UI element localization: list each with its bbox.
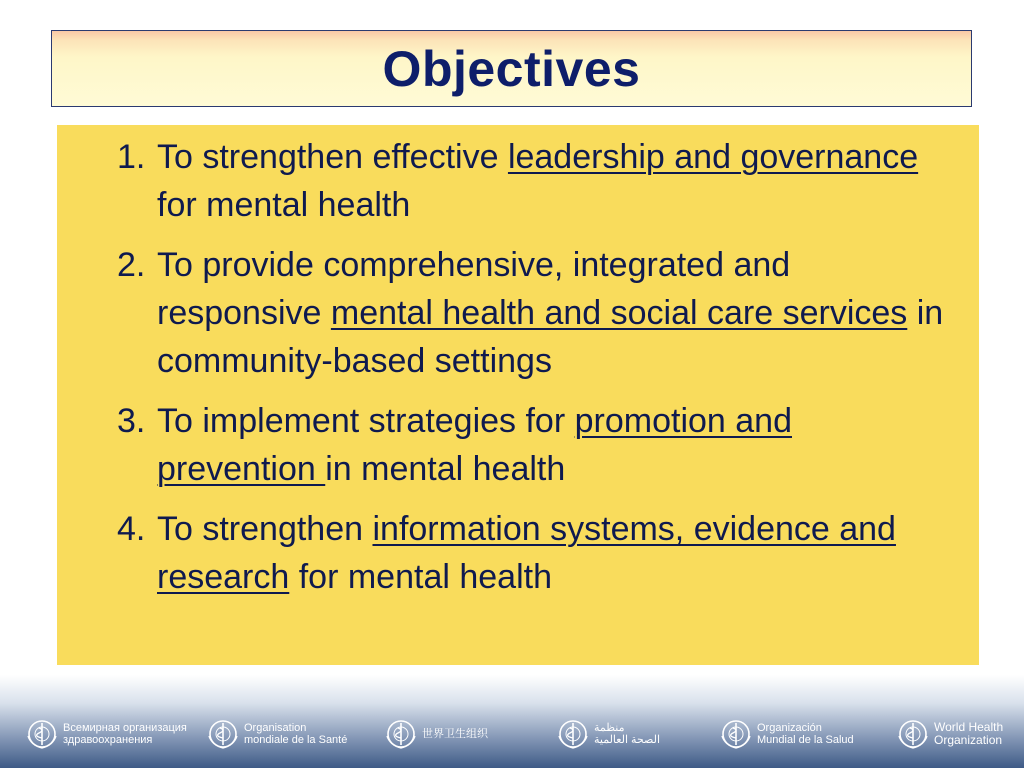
objective-text: To provide comprehensive, integrated and responsive <box>157 246 791 332</box>
who-emblem-icon <box>205 716 241 752</box>
objective-text: To strengthen effective <box>157 138 508 176</box>
objective-highlight: mental health and social care services <box>330 294 908 332</box>
footer-logo <box>383 713 488 755</box>
objective-text: To strengthen <box>157 510 373 548</box>
footer-logo <box>895 713 1003 755</box>
footer-logo <box>555 713 660 755</box>
footer-logo-text: Всемирная организация здравоохранения <box>63 722 187 746</box>
objective-number: 1. <box>117 138 146 176</box>
objective-text: To implement strategies for <box>157 402 575 440</box>
objective-highlight: information systems, evidence and research <box>157 510 896 596</box>
objective-item <box>117 397 957 493</box>
objectives-list <box>117 133 957 613</box>
objective-text: in community-based settings <box>157 294 944 380</box>
objective-item <box>117 505 957 601</box>
title-banner <box>51 30 972 107</box>
who-emblem-icon <box>383 716 419 752</box>
who-emblem-icon <box>718 716 754 752</box>
objective-text: in mental health <box>325 450 566 488</box>
objective-item <box>117 133 957 229</box>
objective-number: 4. <box>117 510 146 548</box>
objective-text: for mental health <box>289 558 552 596</box>
footer-logo <box>205 713 347 755</box>
footer-logo <box>718 713 854 755</box>
who-emblem-icon <box>24 716 60 752</box>
slide-title: Objectives <box>382 40 641 97</box>
footer-logo-text: Organisation mondiale de la Santé <box>244 722 348 746</box>
objective-highlight: leadership and governance <box>507 138 919 176</box>
objective-text: for mental health <box>157 186 411 224</box>
objective-highlight: promotion and prevention <box>157 402 792 488</box>
footer-logo-text: Organización Mundial de la Salud <box>757 722 854 746</box>
footer-logo-text: 世界卫生组织 <box>422 728 488 740</box>
who-emblem-icon <box>555 716 591 752</box>
footer-logo-text: منظمة الصحة العالمية <box>594 722 660 746</box>
footer-logo <box>24 713 187 755</box>
objective-item <box>117 241 957 385</box>
objectives-panel <box>57 125 979 665</box>
who-emblem-icon <box>895 716 931 752</box>
objective-number: 3. <box>117 402 146 440</box>
footer-logo-text: World Health Organization <box>934 720 1004 747</box>
objective-number: 2. <box>117 246 146 284</box>
